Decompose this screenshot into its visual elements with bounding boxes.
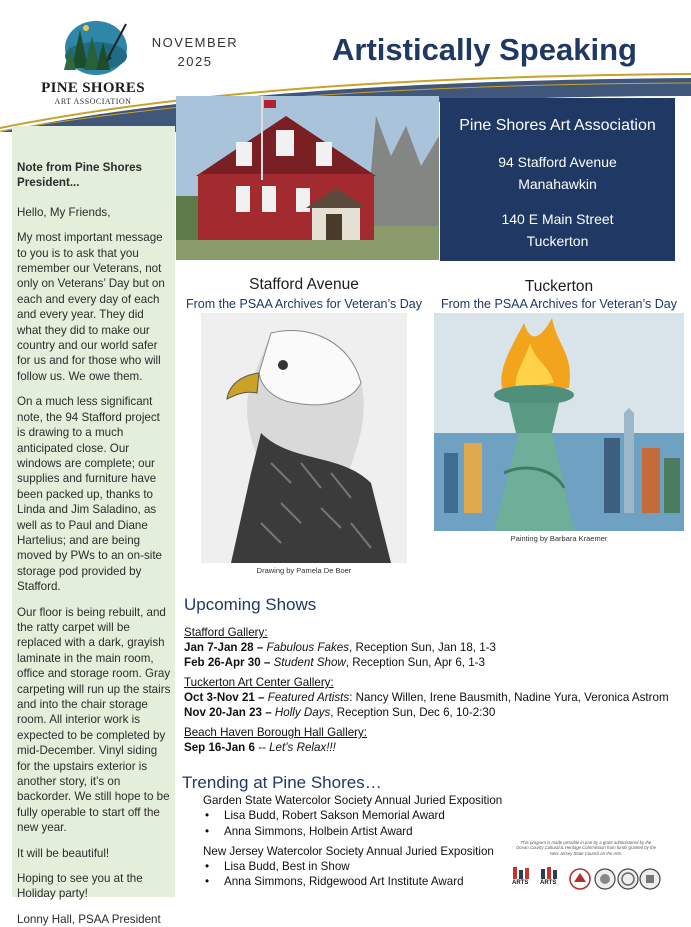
award-item: • Anna Simmons, Holbein Artist Award xyxy=(203,824,513,839)
association-name: Pine Shores Art Association xyxy=(459,117,656,134)
sidebar-signature: Lonny Hall, PSAA President xyxy=(17,912,161,926)
stafford-gallery-subtitle: From the PSAA Archives for Veteran’s Day xyxy=(186,297,422,311)
tuckerton-gallery-title: Tuckerton xyxy=(524,278,594,295)
show-detail: : Nancy Willen, Irene Bausmith, Nadine Yura, Veronica Astrom xyxy=(349,691,669,704)
trending-list xyxy=(203,793,513,890)
issue-month: NOVEMBER xyxy=(151,35,239,50)
show-entry xyxy=(184,740,684,755)
award-item: • Anna Simmons, Ridgewood Art Institute Award xyxy=(203,874,513,889)
tuckerton-art-caption: Painting by Barbara Kraemer xyxy=(510,534,608,543)
stafford-gallery-title: Stafford Avenue xyxy=(249,276,359,293)
president-note-sidebar xyxy=(12,126,175,926)
trending-org: New Jersey Watercolor Society Annual Juried Exposition xyxy=(203,844,494,858)
show-dates: Jan 7-Jan 28 – xyxy=(184,641,264,654)
eagle-drawing xyxy=(201,313,407,563)
tuckerton-gallery-subtitle: From the PSAA Archives for Veteran’s Day xyxy=(441,297,677,311)
sponsor-logos xyxy=(511,866,661,892)
show-title: Featured Artists xyxy=(267,691,350,704)
pine-trees-palette-icon xyxy=(58,18,128,80)
show-title: -- Let’s Relax!!! xyxy=(258,741,336,754)
issue-date xyxy=(150,33,240,71)
arts-council-logo xyxy=(511,866,537,890)
funding-note: This program is made possible in part by a grant administered by the Ocean County Cultural & Heritage Commission from funds granted by the New Jersey State Council on the Arts. xyxy=(516,840,656,856)
trending-org: Garden State Watercolor Society Annual Juried Exposition xyxy=(203,794,503,807)
stafford-street: 94 Stafford Avenue xyxy=(498,154,617,170)
tuckerton-street: 140 E Main Street xyxy=(501,211,614,227)
county-seal-icon xyxy=(594,868,616,895)
show-title: Fabulous Fakes xyxy=(266,641,350,654)
show-dates: Oct 3-Nov 21 – xyxy=(184,691,265,704)
liberty-torch-painting xyxy=(434,313,684,531)
nj-state-council-seal-icon xyxy=(569,868,591,895)
heritage-seal-icon xyxy=(617,868,639,895)
show-title: Holly Days xyxy=(274,706,331,719)
show-entry xyxy=(184,705,684,720)
arts-council-logo xyxy=(539,866,565,890)
show-detail: , Reception Sun, Jan 18, 1-3 xyxy=(349,641,496,654)
sidebar-paragraph: Hello, My Friends, xyxy=(17,205,111,219)
award-item: • Lisa Budd, Robert Sakson Memorial Award xyxy=(203,808,513,823)
show-detail: , Reception Sun, Dec 6, 10-2:30 xyxy=(330,706,496,719)
award-item: • Lisa Budd, Best in Show xyxy=(203,859,513,874)
sidebar-paragraph: On a much less significant note, the 94 Stafford project is drawing to a much anticipated close. Our windows are complete; our supplies and furniture have been packed up, thanks to Linda and Jim Saladino, as well as to Paul and Diane Hartelius; and are being moved by PWs to an on-site storage pod provided by Stafford. xyxy=(17,395,162,594)
show-dates: Nov 20-Jan 23 – xyxy=(184,706,272,719)
stafford-art-caption: Drawing by Pamela De Boer xyxy=(256,566,352,575)
upcoming-shows-title: Upcoming Shows xyxy=(184,595,317,614)
sidebar-paragraph: Our floor is being rebuilt, and the ratty carpet will be replaced with a dark, grayish laminate in the main room, office and storage room. Gray carpeting will run up the stairs and into the chair storage room. All interior work is expected to be completed by mid-December. Vinyl siding for the upstairs exterior is another story, it’s on backorder. We still hope to be fully operable to start off the new year. xyxy=(17,605,171,835)
show-title: Student Show xyxy=(273,656,346,669)
commission-seal-icon xyxy=(639,868,661,895)
show-entry xyxy=(184,655,684,670)
stafford-town: Manahawkin xyxy=(518,176,597,192)
show-dates: Feb 26-Apr 30 – xyxy=(184,656,271,669)
trending-title: Trending at Pine Shores… xyxy=(182,773,382,792)
masthead-title: Artistically Speaking xyxy=(332,32,637,67)
show-entry xyxy=(184,640,684,655)
building-photo xyxy=(176,96,439,260)
logo-name: PINE SHORES xyxy=(41,80,145,96)
venue-name: Tuckerton Art Center Gallery: xyxy=(184,676,334,689)
issue-year: 2025 xyxy=(177,54,213,69)
logo-subtitle: ART ASSOCIATION xyxy=(54,97,132,106)
venue-name: Beach Haven Borough Hall Gallery: xyxy=(184,726,368,739)
show-entry xyxy=(184,690,684,705)
sponsor-label: ARTS xyxy=(540,880,557,886)
upcoming-shows-list xyxy=(184,625,684,755)
sidebar-paragraph: My most important message to you is to ask that you remember our Veterans, not only on Veterans’ Day but on each and every day of each and every year. They did what they did to make our country and our world safer for us and for those who will follow us. We owe them. xyxy=(17,231,165,383)
address-box xyxy=(440,98,675,261)
sidebar-paragraph: Hoping to see you at the Holiday party! xyxy=(17,872,143,901)
tuckerton-town: Tuckerton xyxy=(526,233,589,249)
venue-name: Stafford Gallery: xyxy=(184,626,268,639)
sponsor-label: ARTS xyxy=(512,880,529,886)
sidebar-title: Note from Pine Shores President... xyxy=(17,161,142,190)
sidebar-paragraph: It will be beautiful! xyxy=(17,846,110,860)
show-detail: , Reception Sun, Apr 6, 1-3 xyxy=(345,656,485,669)
show-dates: Sep 16-Jan 6 xyxy=(184,741,255,754)
